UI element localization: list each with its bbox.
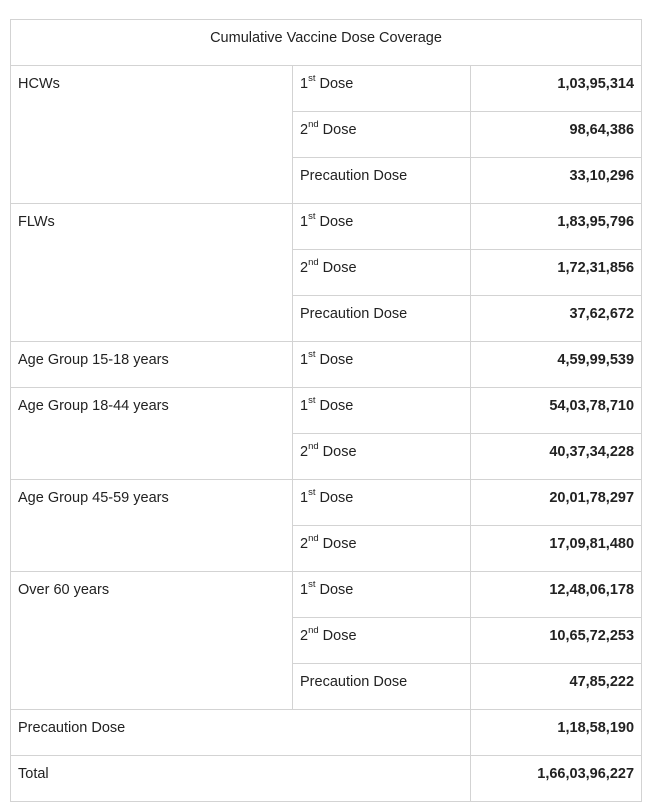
dose-cell bbox=[293, 66, 471, 112]
dose-label bbox=[300, 204, 463, 231]
table-row bbox=[11, 66, 642, 112]
dose-label bbox=[300, 112, 463, 139]
dose-count-cell bbox=[471, 66, 642, 112]
dose-count-cell bbox=[471, 618, 642, 664]
dose-count: 40,37,34,228 bbox=[549, 444, 635, 460]
dose-prefix: 1 bbox=[300, 490, 309, 506]
dose-cell bbox=[293, 296, 471, 342]
group-label-cell bbox=[11, 572, 293, 710]
summary-label-cell bbox=[11, 756, 471, 802]
dose-suffix: Dose bbox=[315, 582, 354, 598]
summary-label: Precaution Dose bbox=[18, 720, 126, 736]
summary-row bbox=[11, 756, 642, 802]
dose-count-cell bbox=[471, 250, 642, 296]
dose-cell bbox=[293, 572, 471, 618]
dose-prefix: 1 bbox=[300, 214, 309, 230]
group-label: Age Group 15-18 years bbox=[18, 352, 169, 368]
dose-prefix: 1 bbox=[300, 76, 309, 92]
dose-suffix: Dose bbox=[315, 490, 354, 506]
dose-cell bbox=[293, 342, 471, 388]
group-label: Age Group 18-44 years bbox=[18, 398, 169, 414]
dose-prefix: 1 bbox=[300, 398, 309, 414]
dose-count-cell bbox=[471, 296, 642, 342]
group-label-cell bbox=[11, 342, 293, 388]
dose-count-cell bbox=[471, 664, 642, 710]
dose-suffix: Dose bbox=[315, 76, 354, 92]
dose-ordinal-suffix: nd bbox=[308, 625, 319, 637]
dose-count: 37,62,672 bbox=[569, 306, 635, 322]
dose-label bbox=[300, 388, 463, 415]
dose-count: 1,72,31,856 bbox=[557, 260, 635, 276]
dose-count: 98,64,386 bbox=[569, 122, 635, 138]
dose-cell bbox=[293, 618, 471, 664]
dose-count: 17,09,81,480 bbox=[549, 536, 635, 552]
dose-ordinal-suffix: nd bbox=[308, 441, 319, 453]
dose-count-cell bbox=[471, 342, 642, 388]
dose-prefix: 2 bbox=[300, 536, 309, 552]
table-row bbox=[11, 480, 642, 526]
dose-count: 20,01,78,297 bbox=[549, 490, 635, 506]
dose-suffix: Dose bbox=[318, 628, 357, 644]
summary-value-cell bbox=[471, 710, 642, 756]
table-row bbox=[11, 388, 642, 434]
dose-count: 4,59,99,539 bbox=[557, 352, 635, 368]
summary-label-cell bbox=[11, 710, 471, 756]
dose-cell bbox=[293, 204, 471, 250]
dose-ordinal-suffix: nd bbox=[308, 119, 319, 131]
dose-label bbox=[300, 296, 463, 323]
summary-row bbox=[11, 710, 642, 756]
dose-suffix: Dose bbox=[315, 352, 354, 368]
dose-cell bbox=[293, 434, 471, 480]
dose-suffix: Dose bbox=[315, 214, 354, 230]
dose-cell bbox=[293, 158, 471, 204]
dose-prefix: 2 bbox=[300, 444, 309, 460]
dose-ordinal-suffix: st bbox=[308, 579, 316, 591]
dose-prefix: Precaution Dose bbox=[300, 306, 408, 322]
table-row bbox=[11, 342, 642, 388]
group-label: Age Group 45-59 years bbox=[18, 490, 169, 506]
group-label: Over 60 years bbox=[18, 582, 110, 598]
dose-count-cell bbox=[471, 158, 642, 204]
dose-label bbox=[300, 66, 463, 93]
dose-count-cell bbox=[471, 204, 642, 250]
dose-count: 1,83,95,796 bbox=[557, 214, 635, 230]
dose-ordinal-suffix: st bbox=[308, 487, 316, 499]
summary-value-cell bbox=[471, 756, 642, 802]
dose-cell bbox=[293, 664, 471, 710]
group-label-cell bbox=[11, 204, 293, 342]
dose-ordinal-suffix: st bbox=[308, 395, 316, 407]
dose-cell bbox=[293, 480, 471, 526]
dose-prefix: 2 bbox=[300, 122, 309, 138]
dose-ordinal-suffix: st bbox=[308, 211, 316, 223]
summary-label: Total bbox=[18, 766, 49, 782]
dose-label bbox=[300, 572, 463, 599]
dose-cell bbox=[293, 526, 471, 572]
table-title-cell bbox=[11, 20, 642, 66]
dose-ordinal-suffix: st bbox=[308, 73, 316, 85]
dose-count: 47,85,222 bbox=[569, 674, 635, 690]
dose-count: 54,03,78,710 bbox=[549, 398, 635, 414]
dose-label bbox=[300, 618, 463, 645]
dose-count-cell bbox=[471, 480, 642, 526]
dose-suffix: Dose bbox=[318, 122, 357, 138]
dose-label bbox=[300, 250, 463, 277]
dose-label bbox=[300, 158, 463, 185]
table-row bbox=[11, 572, 642, 618]
table-body bbox=[11, 20, 642, 802]
dose-suffix: Dose bbox=[318, 444, 357, 460]
dose-label bbox=[300, 526, 463, 553]
group-label-cell bbox=[11, 388, 293, 480]
group-label: HCWs bbox=[18, 76, 60, 92]
table-title: Cumulative Vaccine Dose Coverage bbox=[210, 30, 442, 46]
vaccine-coverage-table bbox=[10, 19, 642, 802]
dose-count: 33,10,296 bbox=[569, 168, 635, 184]
dose-count-cell bbox=[471, 572, 642, 618]
dose-count: 1,03,95,314 bbox=[557, 76, 635, 92]
summary-value: 1,18,58,190 bbox=[557, 720, 635, 736]
dose-prefix: 1 bbox=[300, 582, 309, 598]
dose-label bbox=[300, 480, 463, 507]
dose-suffix: Dose bbox=[318, 536, 357, 552]
dose-prefix: Precaution Dose bbox=[300, 674, 408, 690]
summary-value: 1,66,03,96,227 bbox=[537, 766, 635, 782]
group-label-cell bbox=[11, 480, 293, 572]
dose-prefix: Precaution Dose bbox=[300, 168, 408, 184]
dose-cell bbox=[293, 388, 471, 434]
dose-suffix: Dose bbox=[315, 398, 354, 414]
dose-prefix: 1 bbox=[300, 352, 309, 368]
dose-ordinal-suffix: nd bbox=[308, 533, 319, 545]
group-label-cell bbox=[11, 66, 293, 204]
table-title-row bbox=[11, 20, 642, 66]
dose-prefix: 2 bbox=[300, 628, 309, 644]
dose-cell bbox=[293, 112, 471, 158]
dose-prefix: 2 bbox=[300, 260, 309, 276]
table-row bbox=[11, 204, 642, 250]
dose-count-cell bbox=[471, 112, 642, 158]
dose-label bbox=[300, 664, 463, 691]
dose-count-cell bbox=[471, 388, 642, 434]
dose-label bbox=[300, 434, 463, 461]
dose-ordinal-suffix: st bbox=[308, 349, 316, 361]
dose-count-cell bbox=[471, 526, 642, 572]
dose-cell bbox=[293, 250, 471, 296]
dose-label bbox=[300, 342, 463, 369]
dose-suffix: Dose bbox=[318, 260, 357, 276]
group-label: FLWs bbox=[18, 214, 55, 230]
dose-count-cell bbox=[471, 434, 642, 480]
dose-ordinal-suffix: nd bbox=[308, 257, 319, 269]
dose-count: 10,65,72,253 bbox=[549, 628, 635, 644]
dose-count: 12,48,06,178 bbox=[549, 582, 635, 598]
